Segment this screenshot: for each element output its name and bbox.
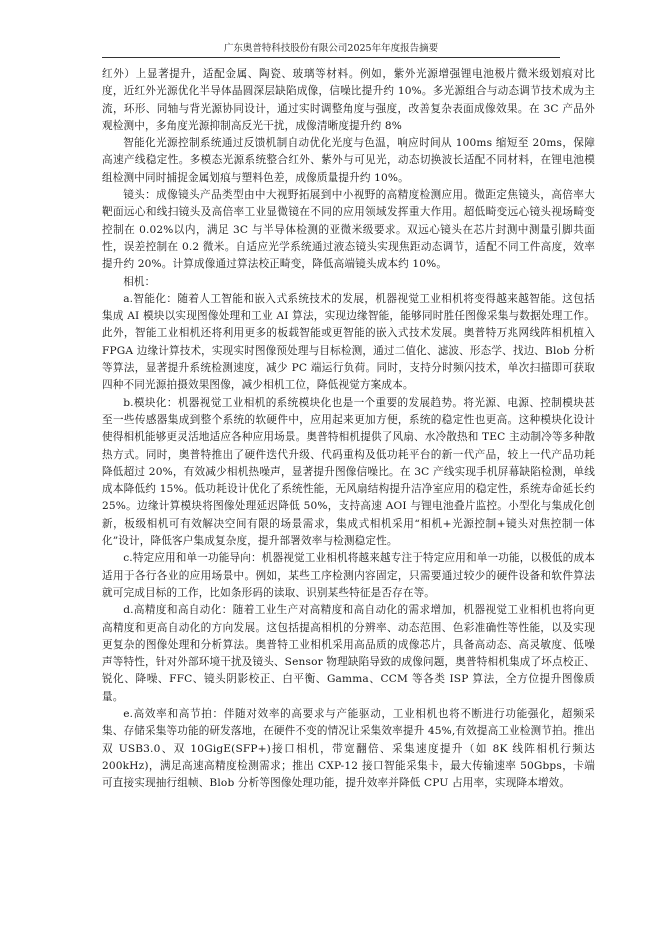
paragraph-camera-efficiency: e.高效率和高节拍：伴随对效率的高要求与产能驱动，工业相机也将不断进行功能强化，超频采集、存储采集等功能的研发落地，在硬件不变的情况让采集效率提升 45%,有效提高工业检测节拍。推出双 USB3.0、双 10GigE(SFP+)接口相机，带宽翻倍、采集速度提升（如 8K 线阵相机行频达 200kHz)，满足高速高精度检测需求；推出 CXP-12 接口智能采集卡，最大传输速率 50Gbps，卡端可直接实现抽行组帧、Blob 分析等图像处理功能，提升效率并降低 CPU 占用率，实现降本增效。 xyxy=(102,707,596,790)
paragraph-camera-modular: b.模块化：机器视觉工业相机的系统模块化也是一个重要的发展趋势。将光源、电源、控制模块甚至一些传感器集成到整个系统的软硬件中，应用起来更加方便，系统的稳定性也更高。这种模块化设计使得相机能够更灵活地适应各种应用场景。奥普特相机提供了风扇、水冷散热和 TEC 主动制冷等多种散热方式。同时，奥普特推出了硬件迭代升级、代码重构及低功耗平台的新一代产品，较上一代产品功耗降低超过 20%，有效减少相机热噪声，显著提升图像信噪比。在 3C 产线实现手机屏幕缺陷检测，单线成本降低约 15%。低功耗设计优化了系统性能，无风扇结构提升洁净室应用的稳定性，系统寿命延长约 25%。边缘计算模块将图像处理延迟降低 50%，支持高速 AOI 与锂电池叠片监控。小型化与集成化创新，板级相机可有效解决空间有限的场景需求，集成式相机采用“相机+光源控制+镜头对焦控制一体化”设计，降低客户集成复杂度，提升部署效率与检测稳定性。 xyxy=(102,396,595,548)
paragraph-camera-intelligence: a.智能化：随着人工智能和嵌入式系统技术的发展，机器视觉工业相机将变得越来越智能。这包括集成 AI 模块以实现图像处理和工业 AI 算法，实现边缘智能，能够同时胜任图像采集与数据处理工作。此外，智能工业相机还将利用更多的板载智能或更智能的嵌入式技术发展。奥普特万兆网线阵相机植入 FPGA 边缘计算技术，实现实时图像预处理与目标检测，通过二值化、滤波、形态学、找边、Blob 分析等算法，显著提升系统检测速度，减少 PC 端运行负荷。同时，支持分时频闪技术，单次扫描即可获取四种不同光源拍摄效果图像，减少相机工位，降低视觉方案成本。 xyxy=(102,292,595,392)
paragraph-light-source-continued: 红外）上显著提升，适配金属、陶瓷、玻璃等材料。例如，紫外光源增强锂电池极片微米级划痕对比度，近红外光源优化半导体晶圆深层缺陷成像，信噪比提升约 10%。多光源组合与动态调节技术成为主流，环形、同轴与背光源协同设计，通过实时调整角度与强度，改善复杂表面成像效果。在 3C 产品外观检测中，多角度光源抑制高反光干扰，成像清晰度提升约 8% xyxy=(102,68,595,132)
header-divider xyxy=(102,57,560,58)
paragraph-smart-light-control: 智能化光源控制系统通过反馈机制自动优化光度与色温，响应时间从 100ms 缩短至 20ms，保障高速产线稳定性。多模态光源系统整合红外、紫外与可见光，动态切换波长适配不同材料，在锂电池模组检测中同时捕捉金属划痕与塑料色差，成像质量提升约 10%。 xyxy=(102,137,595,184)
report-body xyxy=(102,66,595,792)
paragraph-lens: 镜头：成像镜头产品类型由中大视野拓展到中小视野的高精度检测应用。微距定焦镜头，高倍率大靶面远心和线扫镜头及高倍率工业显微镜在不同的应用领域发挥重大作用。超低畸变远心镜头视场畸变控制在 0.02%以内，满足 3C 与半导体检测的亚微米级要求。双远心镜头在芯片封测中测量引脚共面性，误差控制在 0.2 微米。自适应光学系统通过液态镜头实现焦距动态调节，适配不同工件高度，效率提升约 20%。计算成像通过算法校正畸变，降低高端镜头成本约 10%。 xyxy=(102,189,595,271)
page-header: 广东奥普特科技股份有限公司2025年年度报告摘要 xyxy=(223,43,439,54)
paragraph-camera-heading: 相机： xyxy=(123,275,156,288)
paragraph-camera-precision-automation: d.高精度和高自动化：随着工业生产对高精度和高自动化的需求增加，机器视觉工业相机也将向更高精度和更高自动化的方向发展。这包括提高相机的分辨率、动态范围、色彩准确性等性能，以及实现更复杂的图像处理和分析算法。奥普特工业相机采用高品质的成像芯片，具备高动态、高灵敏度、低噪声等特性，针对外部环境干扰及镜头、Sensor 物理缺陷导致的成像问题，奥普特相机集成了坏点校正、锐化、降噪、FFC、镜头阴影校正、白平衡、Gamma、CCM 等各类 ISP 算法，全方位提升图像质量。 xyxy=(102,604,595,703)
paragraph-camera-specific-application: c.特定应用和单一功能导向：机器视觉工业相机将越来越专注于特定应用和单一功能，以极低的成本适用于各行各业的应用场景中。例如，某些工序检测内容固定，只需要通过较少的硬件设备和软件算法就可完成目标的工作，比如条形码的读取、识别某些特征是否存在等。 xyxy=(102,552,595,599)
